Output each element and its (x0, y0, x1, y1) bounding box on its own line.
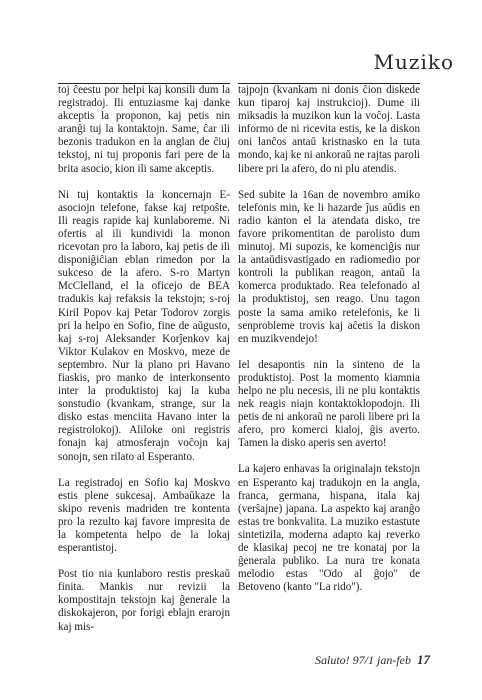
paragraph: La registradoj en Sofio kaj Moskvo estis plene sukcesaj. Ambaŭkaze la skipo revenis madriden tre kontenta pro la rezulto kaj favore impresita de la kompetenta helpo de la lokaj esperantistoj. (58, 476, 230, 555)
paragraph: Post tio nia kunlaboro restis preskaŭ finita. Mankis nur revizii la kompostitajn tekstojn kaj ĝenerale la diskokajeron, por forigi eblajn erarojn kaj mis- (58, 568, 230, 633)
paragraph: toj ĉeestu por helpi kaj konsili dum la registradoj. Ili entuziasme kaj danke akceptis la proponon, kaj petis nin aranĝi tuj la kontaktojn. Same, ĉar ili bezonis tradukon en la anglan de ĉiuj tekstoj, ni tuj proponis fari pere de la brita asocio, kion ili same akceptis. (58, 84, 230, 175)
paragraph: Sed subite la 16an de novembro amiko telefonis min, ke li hazarde ĵus aŭdis en radio kanton el la atendata disko, tre favore prikomentitan de parolisto dum minutoj. Mi supozis, ke komenciĝis nur la antaŭdisvastigado en radiomedio por kontroli la publikan reagon, antaŭ la komerca produktado. Rea telefonado al la produktistoj, sen reago. Unu tagon poste la sama amiko retelefonis, ke li senprobleme trovis kaj aĉetis la diskon en muzikvendejo! (238, 188, 420, 345)
paragraph: La kajero enhavas la originalajn tekstojn en Esperanto kaj tradukojn en la angla, franca, germana, hispana, itala kaj (verŝajne) japana. La aspekto kaj aranĝo estas tre bonkvalita. La muziko estastute sintetizila, moderna adapto kaj reverko de klasikaj pecoj ne tre konataj por la ĝenerala publiko. La nura tre konata melodio estas "Odo al ĝojo" de Betoveno (kanto "La rido"). (238, 463, 420, 594)
page-number: 17 (417, 652, 430, 667)
paragraph: tajpojn (kvankam ni donis ĉion diskede kun tiparoj kaj instrukcioj). Dume ili miksadis la muzikon kun la voĉoj. Lasta informo de ni ricevita estis, ke la diskon oni lanĉos antaŭ kristnasko en la tuta mondo, kaj ke ni ankoraŭ ne rajtas paroli libere pri la afero, do ni plu atendis. (238, 84, 420, 175)
paragraph: Iel desapontis nin la sinteno de la produktistoj. Post la momento kiamnia helpo ne plu necesis, ili ne plu kontaktis nek reagis niajn kontaktoklopodojn. Ili petis de ni ankoraŭ ne paroli libere pri la afero, pro komerci kialoj, ĝis averto. Tamen la disko aperis sen averto! (238, 358, 420, 450)
left-column (58, 84, 230, 647)
paragraph: Ni tuj kontaktis la koncernajn E-asociojn telefone, fakse kaj retpoŝte. Ili reagis rapide kaj kunlaboreme. Ni ofertis al ili kundividi la monon ricevotan pro la laboro, kaj petis de ili disponiĝiĉian eblan rimedon por la sukceso de la afero. S-ro Martyn McClelland, el la oficejo de BEA tradukis kaj refaksis la tekstojn; s-roj Kiril Popov kaj Petar Todorov zorgis pri la helpo en Sofio, fine de aŭgusto, kaj s-roj Aleksander Korĵenkov kaj Viktor Kulakov en Moskvo, meze de septembro. Nur la plano pri Havano fiaskis, pro manko de interkonsento inter la produktistoj kaj la kuba sonstudio (kvankam, strange, sur la disko estas menciita Havano inter la registrolokoj). Aliloke oni registris fonajn kaj atmosferajn voĉojn kaj sonojn, sen rilato al Esperanto. (58, 188, 230, 463)
page-footer (315, 652, 430, 668)
section-title: Muziko (373, 50, 454, 74)
publication-source: Saluto! 97/1 jan-feb (315, 653, 411, 667)
right-column (238, 84, 420, 607)
